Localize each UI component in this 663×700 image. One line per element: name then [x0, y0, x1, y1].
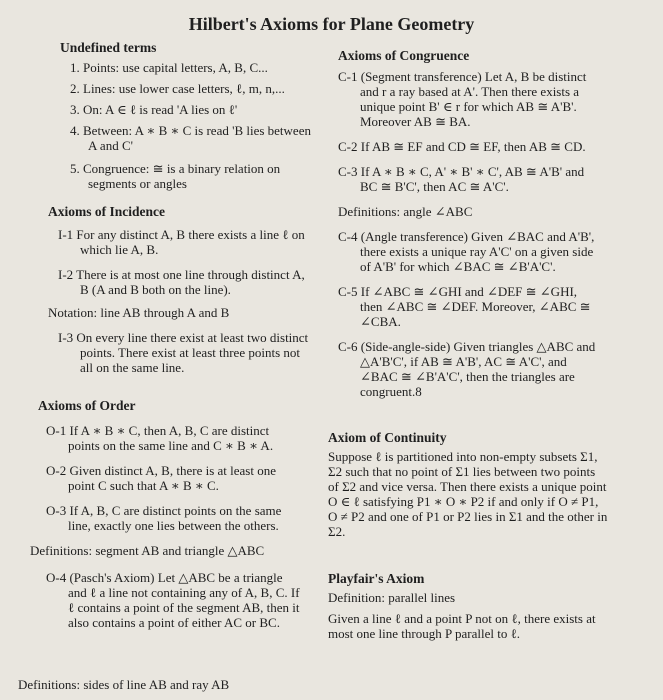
incidence-section — [48, 204, 310, 375]
continuity-section — [328, 430, 608, 539]
axiom-o3: O-3 If A, B, C are distinct points on the same line, exactly one lies between the others. — [46, 503, 282, 533]
list-item: 1. Points: use capital letters, A, B, C... — [70, 60, 268, 75]
undefined-terms-section — [60, 40, 315, 55]
list-item: 2. Lines: use lower case letters, ℓ, m, n,... — [70, 81, 285, 96]
axiom-i2: I-2 There is at most one line through distinct A, B (A and B both on the line). — [58, 267, 305, 297]
order-definitions-2 — [18, 677, 308, 692]
order-heading: Axioms of Order — [38, 398, 136, 413]
axiom-c5: C-5 If ∠ABC ≅ ∠GHI and ∠DEF ≅ ∠GHI, then ∠ABC ≅ ∠DEF. Moreover, ∠ABC ≅ ∠CBA. — [338, 284, 591, 329]
order-definitions: Definitions: segment AB and triangle △ABC — [30, 543, 265, 558]
axiom-c3: C-3 If A ∗ B ∗ C, A' ∗ B' ∗ C', AB ≅ A'B' and BC ≅ B'C', then AC ≅ A'C'. — [338, 164, 585, 194]
congruence-section — [338, 48, 600, 399]
axiom-o2: O-2 Given distinct A, B, there is at least one point C such that A ∗ B ∗ C. — [46, 463, 276, 493]
playfair-text: Given a line ℓ and a point P not on ℓ, there exists at most one line through P parallel to ℓ. — [328, 611, 596, 641]
undefined-terms-list — [70, 60, 315, 191]
axiom-c2: C-2 If AB ≅ EF and CD ≅ EF, then AB ≅ CD. — [338, 139, 586, 154]
page-title: Hilbert's Axioms for Plane Geometry — [188, 14, 475, 34]
list-item: 3. On: A ∈ ℓ is read 'A lies on ℓ' — [70, 102, 238, 117]
list-item: 4. Between: A ∗ B ∗ C is read 'B lies between A and C' — [70, 123, 311, 153]
list-item: 5. Congruence: ≅ is a binary relation on segments or angles — [70, 161, 281, 191]
axiom-o1: O-1 If A ∗ B ∗ C, then A, B, C are distinct points on the same line and C ∗ B ∗ A. — [46, 423, 274, 453]
playfair-section — [328, 571, 613, 641]
axiom-o4: O-4 (Pasch's Axiom) Let △ABC be a triangle and ℓ a line not containing any of A, B, C. If ℓ contains a point of the segment AB, then it also contains a point of either AC or BC. — [46, 570, 300, 630]
undefined-terms-heading: Undefined terms — [60, 40, 157, 55]
axiom-c4: C-4 (Angle transference) Given ∠BAC and A'B', there exists a unique ray A'C' on a given side of A'B' for which ∠BAC ≅ ∠B'A'C'. — [338, 229, 595, 274]
order-section — [30, 398, 300, 630]
congruence-heading: Axioms of Congruence — [338, 48, 470, 63]
continuity-text: Suppose ℓ is partitioned into non-empty subsets Σ1, Σ2 such that no point of Σ1 lies between two points of Σ2 and vice versa. Then there exists a unique point O ∈ ℓ satisfying P1 ∗ O ∗ P2 if and only if O ≠ P1, O ≠ P2 and one of P1 or P2 lies in Σ1 and the other in Σ2. — [328, 449, 608, 539]
continuity-heading: Axiom of Continuity — [328, 430, 447, 445]
axiom-i3: I-3 On every line there exist at least two distinct points. There exist at least three points not all on the same line. — [58, 330, 309, 375]
definitions-sides-ray: Definitions: sides of line AB and ray AB — [18, 677, 230, 692]
axiom-c1: C-1 (Segment transference) Let A, B be distinct and r a ray based at A'. Then there exists a unique point B' ∈ r for which AB ≅ A'B'. Moreover AB ≅ BA. — [338, 69, 587, 129]
playfair-heading: Playfair's Axiom — [328, 571, 425, 586]
congruence-definitions: Definitions: angle ∠ABC — [338, 204, 473, 219]
playfair-definition: Definition: parallel lines — [328, 590, 456, 605]
axiom-i1: I-1 For any distinct A, B there exists a line ℓ on which lie A, B. — [58, 227, 305, 257]
axiom-c6: C-6 (Side-angle-side) Given triangles △ABC and △A'B'C', if AB ≅ A'B', AC ≅ A'C', and ∠BAC ≅ ∠B'A'C', then the triangles are congruent.8 — [338, 339, 596, 399]
incidence-notation: Notation: line AB through A and B — [48, 305, 230, 320]
incidence-heading: Axioms of Incidence — [48, 204, 165, 219]
